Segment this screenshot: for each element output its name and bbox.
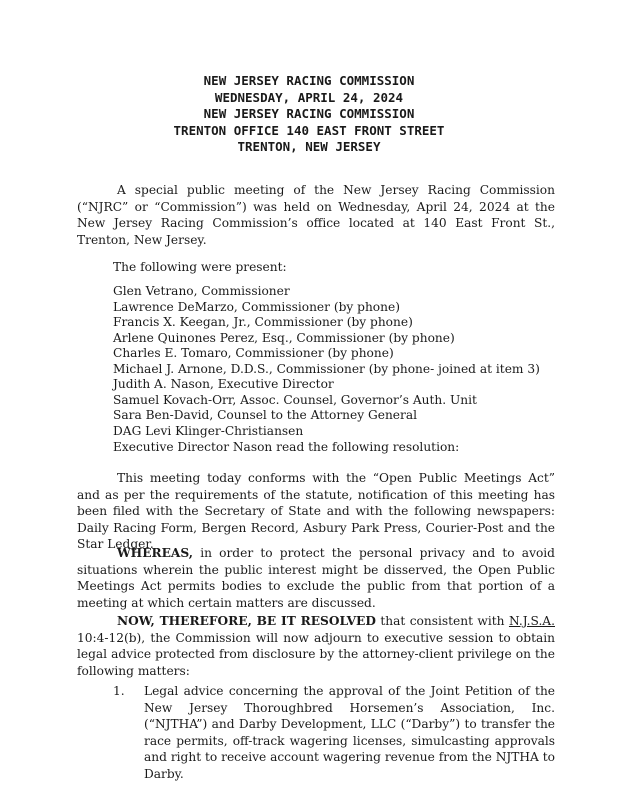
exec-read-line: Executive Director Nason read the following resolution: xyxy=(113,440,460,454)
resolved-pre: that consistent with xyxy=(375,614,509,628)
matter-item-text: Legal advice concerning the approval of the Joint Petition of the New Jersey Thoroughbred Horsemen’s Association, Inc. (“NJTHA”) and Darby Development, LLC (“Darby”) to transfer the race permits, off-track wagering licenses, simulcasting approvals and right to receive account wagering revenue from the NJTHA to Darby. xyxy=(144,684,555,781)
attendee-item: Charles E. Tomaro, Commissioner (by phone) xyxy=(113,346,394,360)
resolved-paragraph xyxy=(77,613,555,679)
matter-item xyxy=(113,683,555,783)
whereas-paragraph xyxy=(77,545,555,611)
attendee-item: DAG Levi Klinger-Christiansen xyxy=(113,423,304,438)
header-line-2: WEDNESDAY, APRIL 24, 2024 xyxy=(214,89,404,105)
attendee-item: Glen Vetrano, Commissioner xyxy=(113,284,290,298)
header-line-3: NEW JERSEY RACING COMMISSION xyxy=(203,106,415,121)
document-header xyxy=(0,73,618,156)
present-label: The following were present: xyxy=(113,260,287,274)
attendee-item: Lawrence DeMarzo, Commissioner (by phone) xyxy=(113,299,400,314)
resolved-lead: NOW, THEREFORE, BE IT RESOLVED xyxy=(117,614,376,628)
attendee-item: Michael J. Arnone, D.D.S., Commissioner (by phone- joined at item 3) xyxy=(113,361,540,376)
attendee-item: Francis X. Keegan, Jr., Commissioner (by phone) xyxy=(113,315,413,329)
meeting-act-paragraph: This meeting today conforms with the “Open Public Meetings Act” and as per the requirements of the statute, notification of this meeting has been filed with the Secretary of State and with the following newspapers: Daily Racing Form, Bergen Record, Asbury Park Press, Courier-Post and the Star Ledger. xyxy=(77,471,555,552)
whereas-lead: WHEREAS, xyxy=(117,546,193,560)
attendee-item: Samuel Kovach-Orr, Assoc. Counsel, Governor’s Auth. Unit xyxy=(113,392,477,407)
attendee-item: Sara Ben-David, Counsel to the Attorney General xyxy=(113,408,417,422)
header-line-4: TRENTON OFFICE 140 EAST FRONT STREET xyxy=(173,122,445,138)
attendee-item: Judith A. Nason, Executive Director xyxy=(113,377,334,391)
statute-citation: N.J.S.A. xyxy=(508,614,555,628)
header-line-1: NEW JERSEY RACING COMMISSION xyxy=(203,73,415,88)
resolved-text: 10:4-12(b), the Commission will now adjourn to executive session to obtain legal advice protected from disclosure by the attorney-client privilege on the following matters: xyxy=(77,630,555,678)
header-line-5: TRENTON, NEW JERSEY xyxy=(237,139,381,154)
whereas-text: in order to protect the personal privacy and to avoid situations wherein the public interest might be disserved, the Open Public Meetings Act permits bodies to exclude the public from that portion of a meeting at which certain matters are discussed. xyxy=(77,546,555,610)
attendee-item: Arlene Quinones Perez, Esq., Commissioner (by phone) xyxy=(113,330,455,345)
matter-item-number: 1. xyxy=(113,684,125,698)
intro-paragraph: A special public meeting of the New Jersey Racing Commission (“NJRC” or “Commission”) was held on Wednesday, April 24, 2024 at the New Jersey Racing Commission’s office located at 140 East Front St., Trenton, New Jersey. xyxy=(77,183,555,247)
attendee-list xyxy=(113,284,573,439)
